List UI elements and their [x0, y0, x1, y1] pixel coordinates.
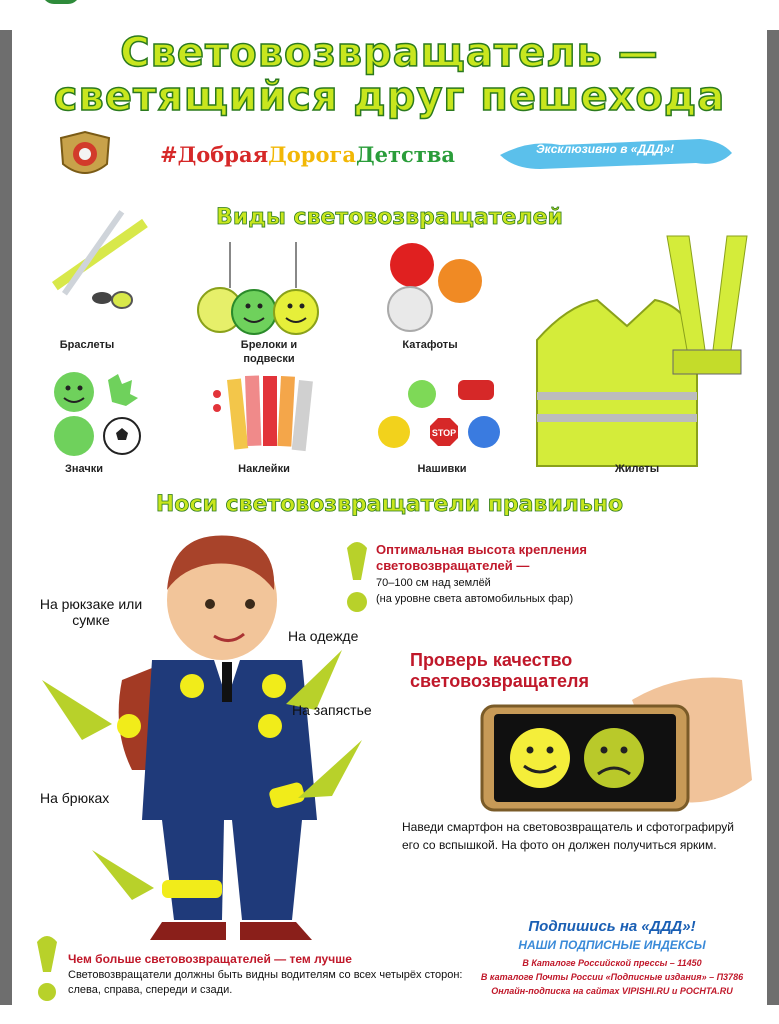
- kinds-heading: Виды световозвращателей: [216, 205, 563, 230]
- label-patches: Нашивки: [417, 463, 467, 475]
- page-title-line-1: Световозвращатель —: [120, 30, 659, 76]
- label-stickers: Наклейки: [238, 463, 290, 475]
- stickers-illustration: [207, 370, 327, 460]
- callout-trousers: На брюках: [40, 790, 110, 806]
- height-title: Оптимальная высота крепления световозвращателей —: [376, 542, 587, 573]
- height-range: 70–100 см над землёй: [376, 577, 491, 589]
- vest-illustration: [527, 230, 747, 470]
- top-bar: [0, 0, 779, 30]
- label-pendants: Брелоки и подвески: [240, 339, 298, 365]
- exclusive-label: Эксклюзивно в «ДДД»!: [536, 142, 675, 156]
- poster: [12, 30, 767, 1005]
- reflector-markers: [42, 620, 382, 910]
- label-vests: Жилеты: [614, 463, 660, 475]
- hashtag-part-1: #Добрая: [160, 142, 269, 167]
- more-title: Чем больше световозвращателей — тем лучше: [68, 952, 352, 966]
- label-reflectors: Катафоты: [402, 339, 458, 351]
- subscribe-title: Подпишись на «ДДД»!: [528, 918, 696, 935]
- pendants-illustration: [192, 242, 332, 338]
- callout-backpack: На рюкзаке или сумке: [39, 596, 143, 628]
- subscribe-catalog-2: В каталоге Почты России «Подписные издания» – П3786: [480, 972, 744, 982]
- exclamation-icon: [344, 540, 370, 614]
- patches-illustration: [372, 370, 512, 460]
- hashtag: [160, 142, 455, 167]
- subscribe-catalog-1: В Каталоге Российской прессы – 11450: [522, 958, 702, 968]
- subscribe-online: Онлайн-подписка на сайтах VIPISHI.RU и POCHTA.RU: [491, 986, 733, 996]
- hashtag-part-2: Дорога: [268, 142, 356, 167]
- wear-heading: Носи световозвращатели правильно: [155, 492, 624, 517]
- svg-text:STOP: STOP: [431, 428, 457, 438]
- exclamation-icon-bottom: [34, 934, 60, 1004]
- more-text: Световозвращатели должны быть видны водителям со всех четырёх сторон: слева, справа, спереди и сзади.: [68, 969, 463, 996]
- quality-title: Проверь качество световозвращателя: [410, 650, 589, 691]
- bottom-bar: [0, 1005, 779, 1024]
- subscribe-indices: НАШИ ПОДПИСНЫЕ ИНДЕКСЫ: [518, 938, 706, 952]
- logo-icon: [42, 0, 80, 4]
- hashtag-part-3: Детства: [355, 142, 455, 167]
- quality-text: Наведи смартфон на световозвращатель и сфотографируй его со вспышкой. На фото он должен получиться ярким.: [402, 820, 734, 852]
- smartphone-illustration: [482, 630, 762, 830]
- reflectors-illustration: [370, 235, 500, 335]
- traffic-police-emblem-icon: [57, 130, 113, 182]
- label-bracelets: Браслеты: [59, 339, 115, 351]
- page-title-line-2: светящийся друг пешехода: [53, 74, 726, 120]
- badges-illustration: [46, 370, 146, 460]
- height-note: (на уровне света автомобильных фар): [376, 593, 574, 605]
- callout-wrist: На запястье: [292, 702, 372, 718]
- label-badges: Значки: [64, 463, 104, 475]
- callout-clothes: На одежде: [288, 628, 359, 644]
- bracelets-illustration: [42, 230, 142, 330]
